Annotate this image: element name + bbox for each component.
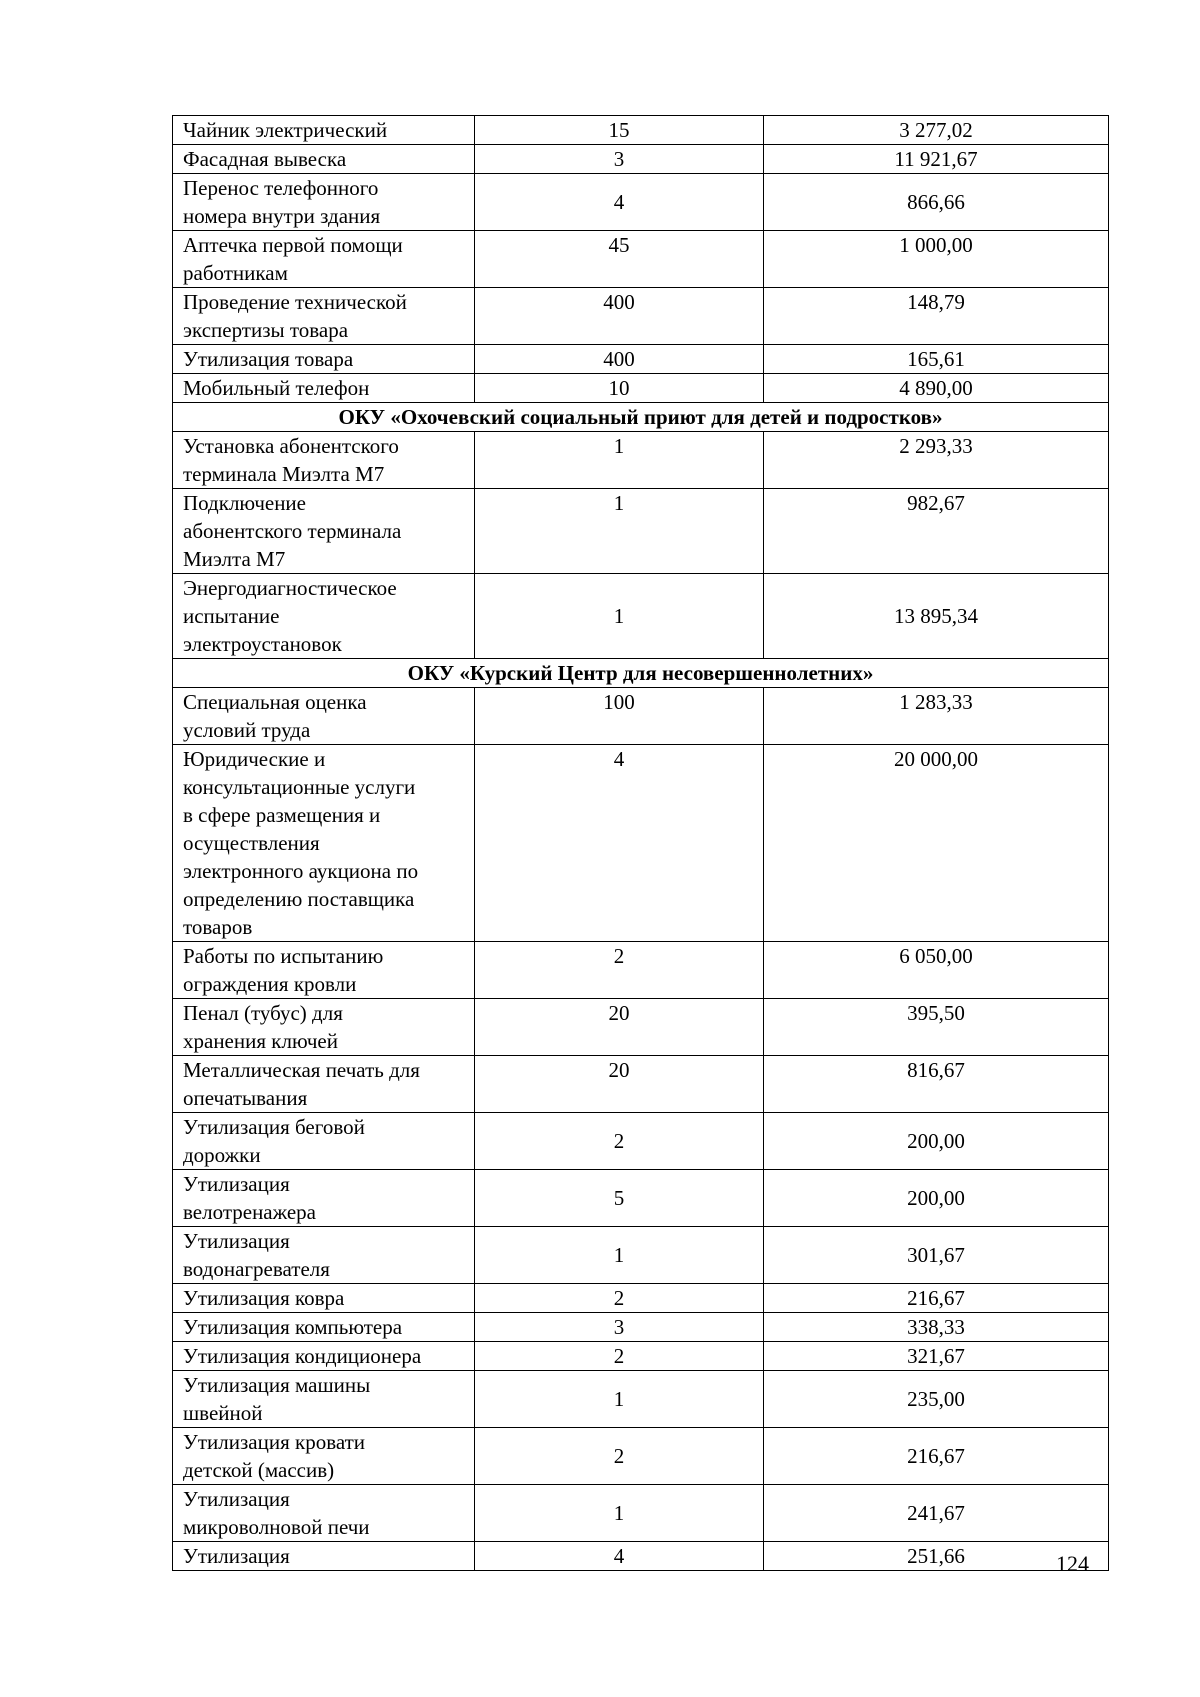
table-row [173, 688, 1109, 745]
table-row [173, 1113, 1109, 1170]
table-row [173, 574, 1109, 659]
price-cell: 20 000,00 [764, 745, 1109, 942]
quantity-cell: 2 [475, 942, 764, 999]
table-row [173, 345, 1109, 374]
price-cell: 251,66 [764, 1542, 1109, 1571]
cost-table-body [173, 116, 1109, 1571]
price-cell: 2 293,33 [764, 432, 1109, 489]
item-name: Юридические и консультационные услуги в сфере размещения и осуществления электронного аукциона по определению поставщика товаров [183, 747, 419, 939]
item-name-cell [173, 1056, 475, 1113]
quantity-cell: 2 [475, 1342, 764, 1371]
item-name-cell [173, 288, 475, 345]
item-name: Работы по испытанию ограждения кровли [183, 944, 384, 996]
price-cell: 11 921,67 [764, 145, 1109, 174]
item-name: Чайник электрический [183, 118, 388, 142]
quantity-cell: 4 [475, 174, 764, 231]
price-cell: 200,00 [764, 1113, 1109, 1170]
item-name: Перенос телефонного номера внутри здания [183, 176, 381, 228]
item-name: Утилизация ковра [183, 1286, 345, 1310]
item-name-cell [173, 489, 475, 574]
item-name-cell [173, 432, 475, 489]
price-cell: 165,61 [764, 345, 1109, 374]
item-name: Подключение абонентского терминала Миэлта М7 [183, 491, 402, 571]
item-name: Проведение технической экспертизы товара [183, 290, 407, 342]
price-cell: 148,79 [764, 288, 1109, 345]
price-cell: 301,67 [764, 1227, 1109, 1284]
quantity-cell: 1 [475, 574, 764, 659]
quantity-cell: 3 [475, 145, 764, 174]
quantity-cell: 1 [475, 1371, 764, 1428]
item-name-cell [173, 145, 475, 174]
quantity-cell: 2 [475, 1428, 764, 1485]
item-name-cell [173, 999, 475, 1056]
price-cell: 321,67 [764, 1342, 1109, 1371]
price-cell: 13 895,34 [764, 574, 1109, 659]
item-name-cell [173, 1485, 475, 1542]
section-title: ОКУ «Курский Центр для несовершеннолетних» [173, 659, 1109, 688]
quantity-cell: 20 [475, 1056, 764, 1113]
item-name: Утилизация товара [183, 347, 354, 371]
table-row [173, 1342, 1109, 1371]
price-cell: 816,67 [764, 1056, 1109, 1113]
price-cell: 200,00 [764, 1170, 1109, 1227]
quantity-cell: 4 [475, 1542, 764, 1571]
quantity-cell: 10 [475, 374, 764, 403]
quantity-cell: 2 [475, 1113, 764, 1170]
page-number: 124 [1056, 1551, 1089, 1576]
table-row [173, 1428, 1109, 1485]
quantity-cell: 3 [475, 1313, 764, 1342]
table-row [173, 1542, 1109, 1571]
item-name: Утилизация водонагревателя [183, 1229, 330, 1281]
table-row [173, 1371, 1109, 1428]
item-name-cell [173, 1113, 475, 1170]
table-row [173, 489, 1109, 574]
item-name: Утилизация велотренажера [183, 1172, 317, 1224]
price-cell: 235,00 [764, 1371, 1109, 1428]
price-cell: 338,33 [764, 1313, 1109, 1342]
price-cell: 241,67 [764, 1485, 1109, 1542]
item-name: Установка абонентского терминала Миэлта М7 [183, 434, 399, 486]
item-name-cell [173, 688, 475, 745]
quantity-cell: 1 [475, 1227, 764, 1284]
price-cell: 395,50 [764, 999, 1109, 1056]
quantity-cell: 1 [475, 1485, 764, 1542]
quantity-cell: 1 [475, 489, 764, 574]
item-name: Утилизация [183, 1544, 290, 1568]
item-name-cell [173, 374, 475, 403]
price-cell: 6 050,00 [764, 942, 1109, 999]
price-cell: 1 000,00 [764, 231, 1109, 288]
item-name: Фасадная вывеска [183, 147, 347, 171]
item-name-cell [173, 116, 475, 145]
price-cell: 4 890,00 [764, 374, 1109, 403]
item-name-cell [173, 1227, 475, 1284]
item-name: Утилизация микроволновой печи [183, 1487, 370, 1539]
table-row [173, 1056, 1109, 1113]
item-name: Мобильный телефон [183, 376, 370, 400]
item-name: Пенал (тубус) для хранения ключей [183, 1001, 343, 1053]
table-row [173, 288, 1109, 345]
item-name-cell [173, 1342, 475, 1371]
item-name-cell [173, 1428, 475, 1485]
quantity-cell: 15 [475, 116, 764, 145]
quantity-cell: 4 [475, 745, 764, 942]
item-name-cell [173, 1170, 475, 1227]
table-row [173, 999, 1109, 1056]
table-row [173, 1227, 1109, 1284]
table-row [173, 745, 1109, 942]
table-row [173, 145, 1109, 174]
item-name-cell [173, 345, 475, 374]
table-row [173, 1284, 1109, 1313]
item-name-cell [173, 1313, 475, 1342]
table-row [173, 942, 1109, 999]
item-name: Аптечка первой помощи работникам [183, 233, 403, 285]
price-cell: 982,67 [764, 489, 1109, 574]
item-name-cell [173, 745, 475, 942]
item-name: Утилизация компьютера [183, 1315, 403, 1339]
table-row [173, 116, 1109, 145]
price-cell: 1 283,33 [764, 688, 1109, 745]
table-row [173, 1170, 1109, 1227]
section-header-row [173, 659, 1109, 688]
table-row [173, 231, 1109, 288]
price-cell: 216,67 [764, 1284, 1109, 1313]
item-name-cell [173, 1284, 475, 1313]
table-row [173, 1313, 1109, 1342]
cost-table [172, 115, 1109, 1571]
quantity-cell: 45 [475, 231, 764, 288]
item-name: Утилизация кондиционера [183, 1344, 422, 1368]
item-name-cell [173, 1542, 475, 1571]
quantity-cell: 20 [475, 999, 764, 1056]
item-name-cell [173, 231, 475, 288]
price-cell: 866,66 [764, 174, 1109, 231]
quantity-cell: 400 [475, 345, 764, 374]
price-cell: 3 277,02 [764, 116, 1109, 145]
price-cell: 216,67 [764, 1428, 1109, 1485]
item-name: Энергодиагностическое испытание электроустановок [183, 576, 397, 656]
item-name-cell [173, 1371, 475, 1428]
item-name: Утилизация беговой дорожки [183, 1115, 365, 1167]
item-name: Утилизация кровати детской (массив) [183, 1430, 366, 1482]
table-row [173, 432, 1109, 489]
item-name: Утилизация машины швейной [183, 1373, 371, 1425]
item-name-cell [173, 174, 475, 231]
quantity-cell: 100 [475, 688, 764, 745]
quantity-cell: 1 [475, 432, 764, 489]
item-name: Специальная оценка условий труда [183, 690, 367, 742]
table-row [173, 374, 1109, 403]
quantity-cell: 400 [475, 288, 764, 345]
section-title: ОКУ «Охочевский социальный приют для детей и подростков» [173, 403, 1109, 432]
item-name-cell [173, 942, 475, 999]
table-row [173, 1485, 1109, 1542]
quantity-cell: 2 [475, 1284, 764, 1313]
item-name: Металлическая печать для опечатывания [183, 1058, 420, 1110]
item-name-cell [173, 574, 475, 659]
quantity-cell: 5 [475, 1170, 764, 1227]
section-header-row [173, 403, 1109, 432]
table-row [173, 174, 1109, 231]
